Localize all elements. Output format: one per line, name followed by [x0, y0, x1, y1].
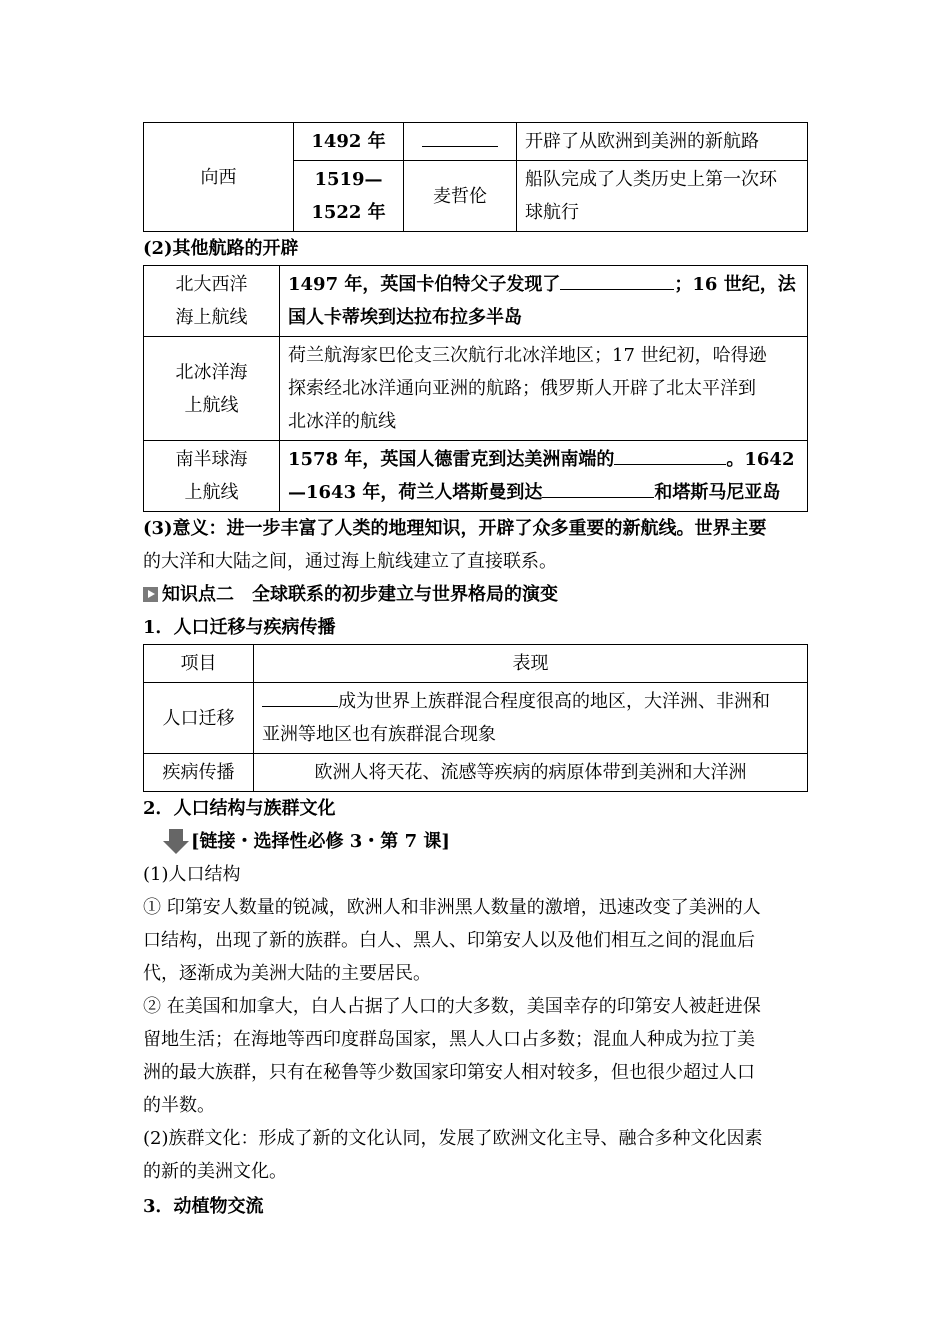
population-paragraph-2 — [143, 990, 807, 1122]
route-text: 1578 年，英国人德雷克到达美洲南端的 — [288, 449, 615, 470]
route-name-line: 北大西洋 — [175, 274, 248, 295]
year-end: 1522 年 — [311, 202, 386, 223]
route-name-line: 北冰洋海 — [175, 361, 248, 383]
year-cell: 1492 年 — [294, 123, 404, 161]
route-text-line: 探索经北冰洋通向亚洲的航路；俄罗斯人开辟了北太平洋到 — [288, 378, 756, 399]
event-line: 船队完成了人类历史上第一次环 — [525, 169, 777, 190]
paragraph-line: 洲的最大族群，只有在秘鲁等少数国家印第安人相对较多，但也很少超过人口 — [143, 1062, 755, 1083]
paragraph-line: ① 印第安人数量的锐减，欧洲人和非洲黑人数量的激增，迅速改变了美洲的人 — [143, 897, 761, 918]
route-text-line — [288, 476, 799, 509]
section-heading: 2．人口结构与族群文化 — [143, 798, 336, 819]
play-triangle-icon — [143, 587, 158, 602]
year-start: 1519— — [314, 169, 383, 190]
fill-in-blank — [422, 132, 498, 147]
column-header: 项目 — [144, 645, 254, 683]
link-text: [链接・选择性必修 3・第 7 课] — [191, 831, 450, 852]
route-name-line: 南半球海 — [175, 449, 248, 470]
route-name-cell — [144, 441, 280, 512]
route-text: 和塔斯马尼亚岛 — [654, 482, 781, 503]
knowledge-point-heading — [143, 578, 807, 611]
other-routes-table — [143, 265, 808, 512]
route-name-cell — [144, 266, 280, 337]
link-reference — [143, 825, 807, 858]
paragraph-line — [143, 512, 807, 545]
fill-in-blank — [262, 692, 338, 707]
significance-paragraph — [143, 512, 807, 578]
arrow-down-icon — [163, 829, 189, 855]
table-header-row — [144, 645, 808, 683]
fill-in-blank — [614, 450, 726, 465]
fill-in-blank — [542, 483, 654, 498]
paragraph-line: ② 在美国和加拿大，白人占据了人口的大多数，美国幸存的印第安人被赶进保 — [143, 996, 761, 1017]
person-cell: 麦哲伦 — [404, 161, 517, 232]
route-text-cell — [280, 266, 808, 337]
paragraph-line: 的新的美洲文化。 — [143, 1161, 287, 1182]
route-text-line: 北冰洋的航线 — [288, 411, 396, 432]
route-text-line: 国人卡蒂埃到达拉布拉多半岛 — [288, 307, 522, 328]
route-text: 1497 年，英国卡伯特父子发现了 — [288, 274, 561, 295]
event-cell: 开辟了从欧洲到美洲的新航路 — [517, 123, 808, 161]
year-cell — [294, 161, 404, 232]
subheading: (1)人口结构 — [143, 864, 241, 885]
event-cell — [517, 161, 808, 232]
direction-cell: 向西 — [144, 123, 294, 232]
row-text-line: 亚洲等地区也有族群混合现象 — [262, 724, 496, 745]
other-routes-heading: (2)其他航路的开辟 — [143, 238, 299, 259]
event-line: 球航行 — [525, 202, 579, 223]
route-name-line: 海上航线 — [175, 307, 248, 328]
population-paragraph-1 — [143, 891, 807, 990]
person-blank-cell — [404, 123, 517, 161]
route-text: 。1642 — [726, 449, 795, 470]
paragraph-line: 代，逐渐成为美洲大陆的主要居民。 — [143, 963, 431, 984]
paragraph-line: 的大洋和大陆之间，通过海上航线建立了直接联系。 — [143, 551, 557, 572]
paragraph-line: 留地生活；在海地等西印度群岛国家，黑人人口占多数；混血人种成为拉丁美 — [143, 1029, 755, 1050]
row-text: 成为世界上族群混合程度很高的地区，大洋洲、非洲和 — [338, 691, 770, 712]
paragraph-line: 的半数。 — [143, 1095, 215, 1116]
route-text-line — [288, 268, 799, 301]
row-label: 人口迁移 — [144, 683, 254, 754]
section-heading: 1．人口迁移与疾病传播 — [143, 617, 336, 638]
culture-paragraph — [143, 1122, 807, 1188]
route-name-cell — [144, 337, 280, 441]
route-text: —1643 年，荷兰人塔斯曼到达 — [288, 482, 543, 503]
route-text-cell — [280, 337, 808, 441]
table-row — [144, 123, 808, 161]
table-row — [144, 441, 808, 512]
row-text-cell — [254, 683, 808, 754]
route-name-line: 上航线 — [184, 394, 239, 416]
route-text-line: 荷兰航海家巴伦支三次航行北冰洋地区；17 世纪初，哈得逊 — [288, 345, 767, 366]
knowledge-point-title: 知识点二 全球联系的初步建立与世界格局的演变 — [162, 584, 558, 605]
route-text-line — [288, 443, 799, 476]
row-label: 疾病传播 — [144, 754, 254, 792]
table-row — [144, 683, 808, 754]
table-row — [144, 754, 808, 792]
row-text-line — [262, 685, 799, 718]
column-header: 表现 — [254, 645, 808, 683]
table-row — [144, 337, 808, 441]
table-row — [144, 266, 808, 337]
document-body — [143, 122, 807, 1223]
row-text-cell: 欧洲人将天花、流感等疾病的病原体带到美洲和大洋洲 — [254, 754, 808, 792]
paragraph-text: (3)意义：进一步丰富了人类的地理知识，开辟了众多重要的新航线。世界主要 — [143, 518, 767, 539]
section-heading: 3．动植物交流 — [143, 1196, 264, 1217]
fill-in-blank — [560, 275, 674, 290]
route-name-line: 上航线 — [184, 482, 239, 503]
paragraph-line: (2)族群文化：形成了新的文化认同，发展了欧洲文化主导、融合多种文化因素 — [143, 1128, 763, 1149]
route-text-cell — [280, 441, 808, 512]
westward-route-table — [143, 122, 808, 232]
paragraph-line: 口结构，出现了新的族群。白人、黑人、印第安人以及他们相互之间的混血后 — [143, 930, 755, 951]
route-text: ；16 世纪，法 — [674, 274, 796, 295]
migration-disease-table — [143, 644, 808, 792]
